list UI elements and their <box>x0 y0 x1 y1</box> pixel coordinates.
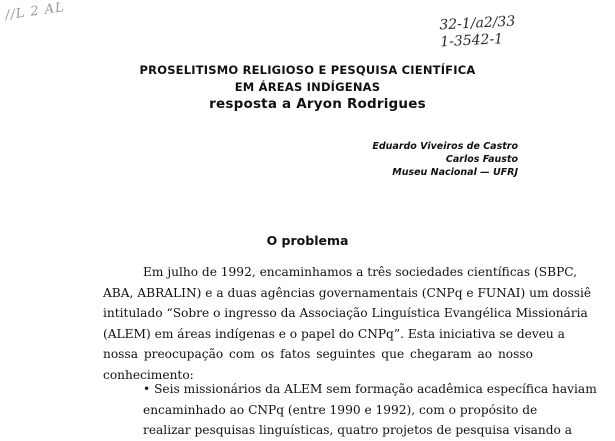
bullet-line: encaminhado ao CNPq (entre 1990 e 1992), com o propósito de <box>143 402 538 417</box>
author-affiliation: Museu Nacional — UFRJ <box>392 167 518 178</box>
author-name-2: Carlos Fausto <box>445 154 518 165</box>
paragraph-line: Em julho de 1992, encaminhamos a três sociedades científicas (SBPC, <box>143 265 578 279</box>
bullet-line: • Seis missionários da ALEM sem formação acadêmica específica haviam <box>143 382 597 396</box>
stamp-right-line2: 1-3542-1 <box>439 31 504 51</box>
archive-stamp-top-right <box>439 11 571 60</box>
stamp-left-text: //L 2 AL <box>4 0 66 24</box>
paragraph-line: ABA, ABRALIN) e a duas agências governamentais (CNPq e FUNAI) um dossiê <box>103 285 592 300</box>
paragraph-line: conhecimento: <box>103 367 194 382</box>
bullet-line: realizar pesquisas linguísticas, quatro projetos de pesquisa visando a <box>143 423 572 437</box>
paragraph-line: intitulado “Sobre o ingresso da Associação Linguística Evangélica Missionária <box>103 306 588 320</box>
stamp-right-line1: 32-1/a2/33 <box>438 13 516 34</box>
section-heading: O problema <box>266 233 349 248</box>
bullet-item <box>143 379 597 441</box>
subtitle: resposta a Aryon Rodrigues <box>209 96 426 112</box>
handwritten-mark-top-left <box>4 0 70 38</box>
body-paragraph <box>103 262 592 385</box>
paragraph-line: (ALEM) em áreas indígenas e o papel do CNPq”. Esta iniciativa se deveu a <box>103 326 565 341</box>
paragraph-line: nossa preocupação com os fatos seguintes que chegaram ao nosso <box>103 347 533 361</box>
title-line-1: PROSELITISMO RELIGIOSO E PESQUISA CIENTÍFICA <box>139 63 476 77</box>
author-block <box>372 140 518 179</box>
title-line-2: EM ÁREAS INDÍGENAS <box>234 80 381 94</box>
author-name-1: Eduardo Viveiros de Castro <box>372 141 518 152</box>
